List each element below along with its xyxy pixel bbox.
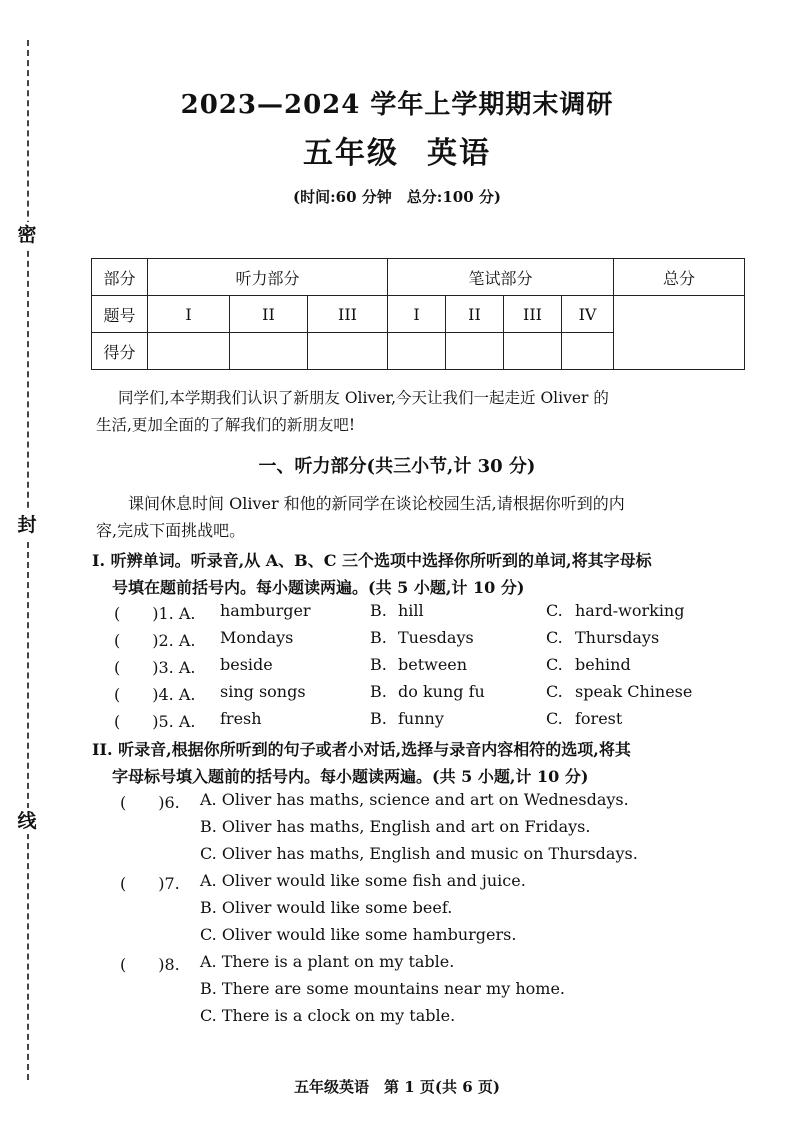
score-cell (562, 333, 614, 370)
score-cell (308, 333, 388, 370)
writing-col-2: II (446, 296, 504, 333)
q7-prefix: ( )7. (120, 874, 180, 893)
section-desc-line-1: 课间休息时间 Oliver 和他的新同学在谈论校园生活,请根据你听到的内 (128, 494, 625, 513)
q4-option-c-label: C. (546, 682, 563, 701)
q3-option-c-label: C. (546, 655, 563, 674)
q6-prefix: ( )6. (120, 793, 180, 812)
q3-option-a: beside (220, 655, 273, 674)
binding-char-xian: 线 (14, 808, 40, 834)
q4-option-a: sing songs (220, 682, 306, 701)
listening-col-2: II (230, 296, 308, 333)
score-cell (388, 333, 446, 370)
q1-option-a: hamburger (220, 601, 311, 620)
score-cell (230, 333, 308, 370)
q2-option-c: Thursdays (575, 628, 660, 647)
q3-option-b: between (398, 655, 468, 674)
q4-option-c: speak Chinese (575, 682, 693, 701)
listening-header-cell: 听力部分 (148, 259, 388, 296)
section-desc-line-2: 容,完成下面挑战吧。 (96, 521, 246, 540)
writing-col-3: III (504, 296, 562, 333)
total-header-cell: 总分 (614, 259, 745, 296)
part2-instruction-1: II. 听录音,根据你所听到的句子或者小对话,选择与录音内容相符的选项,将其 (92, 740, 631, 759)
score-cell (148, 333, 230, 370)
score-label-cell: 得分 (92, 333, 148, 370)
exam-subtitle (0, 128, 794, 172)
q4-option-b: do kung fu (398, 682, 485, 701)
q8-option-c: C. There is a clock on my table. (200, 1006, 456, 1025)
q7-option-a: A. Oliver would like some fish and juice. (200, 871, 526, 890)
q3-option-c: behind (575, 655, 631, 674)
q2-option-c-label: C. (546, 628, 563, 647)
score-cell (446, 333, 504, 370)
q5-option-b: funny (398, 709, 444, 728)
q1-option-b: hill (398, 601, 424, 620)
part1-instruction-1: I. 听辨单词。听录音,从 A、B、C 三个选项中选择你所听到的单词,将其字母标 (92, 551, 652, 570)
q8-option-b: B. There are some mountains near my home. (200, 979, 565, 998)
writing-col-1: I (388, 296, 446, 333)
q6-option-a: A. Oliver has maths, science and art on Wednesdays. (200, 790, 629, 809)
q7-option-c: C. Oliver would like some hamburgers. (200, 925, 517, 944)
q5-prefix: ( )5. A. (114, 712, 196, 731)
q1-option-b-label: B. (370, 601, 387, 620)
q2-option-b-label: B. (370, 628, 387, 647)
q2-option-b: Tuesdays (398, 628, 474, 647)
intro-line-2: 生活,更加全面的了解我们的新朋友吧! (96, 416, 356, 434)
q1-option-c-label: C. (546, 601, 563, 620)
q8-prefix: ( )8. (120, 955, 180, 974)
q3-prefix: ( )3. A. (114, 658, 196, 677)
part-label-cell: 部分 (92, 259, 148, 296)
binding-char-mi: 密 (14, 222, 40, 248)
writing-header-cell: 笔试部分 (388, 259, 614, 296)
q1-option-c: hard-working (575, 601, 685, 620)
q4-option-b-label: B. (370, 682, 387, 701)
writing-col-4: IV (562, 296, 614, 333)
q1-prefix: ( )1. A. (114, 604, 196, 623)
grade-label: 五年级 (303, 136, 399, 171)
page-footer: 五年级英语 第 1 页(共 6 页) (294, 1078, 500, 1096)
q8-option-a: A. There is a plant on my table. (200, 952, 455, 971)
q5-option-b-label: B. (370, 709, 387, 728)
listening-col-3: III (308, 296, 388, 333)
q7-option-b: B. Oliver would like some beef. (200, 898, 453, 917)
intro-line-1: 同学们,本学期我们认识了新朋友 Oliver,今天让我们一起走近 Oliver 的 (118, 389, 609, 407)
table-row (92, 259, 745, 296)
q5-option-c-label: C. (546, 709, 563, 728)
q5-option-c: forest (575, 709, 623, 728)
section-title-listening: 一、听力部分(共三小节,计 30 分) (258, 456, 536, 477)
listening-col-1: I (148, 296, 230, 333)
q4-prefix: ( )4. A. (114, 685, 196, 704)
q2-option-a: Mondays (220, 628, 294, 647)
total-score-cell (614, 296, 745, 370)
q6-option-c: C. Oliver has maths, English and music on Thursdays. (200, 844, 638, 863)
part1-instruction-2: 号填在题前括号内。每小题读两遍。(共 5 小题,计 10 分) (112, 578, 525, 597)
q3-option-b-label: B. (370, 655, 387, 674)
part2-instruction-2: 字母标号填入题前的括号内。每小题读两遍。(共 5 小题,计 10 分) (112, 767, 589, 786)
number-label-cell: 题号 (92, 296, 148, 333)
score-cell (504, 333, 562, 370)
binding-char-feng: 封 (14, 512, 40, 538)
q2-prefix: ( )2. A. (114, 631, 196, 650)
q5-option-a: fresh (220, 709, 262, 728)
time-score-info: (时间:60 分钟 总分:100 分) (293, 188, 501, 206)
q6-option-b: B. Oliver has maths, English and art on Fridays. (200, 817, 591, 836)
table-row (92, 296, 745, 333)
score-table (91, 258, 745, 370)
subject-label: 英语 (427, 136, 491, 171)
exam-title: 2023—2024 学年上学期期末调研 (180, 90, 614, 120)
